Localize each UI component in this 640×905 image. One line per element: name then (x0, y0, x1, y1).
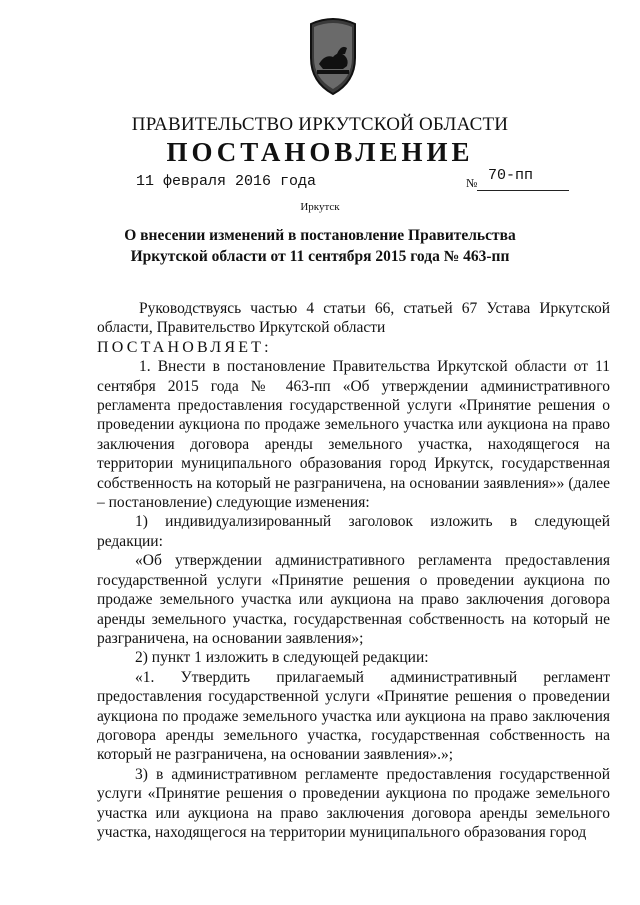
document-date: 11 февраля 2016 года (136, 173, 317, 190)
number-label: № (466, 176, 478, 190)
paragraph-1-2-quote: «1. Утвердить прилагаемый административный регламент предоставления государственной услуги «Принятие решения о проведении аукциона по продаже земельного участка или аукциона на право заключения договора аренды земельного участка, государственная собственность на который не разграничена, на основании заявления».»; (97, 668, 610, 764)
paragraph-1-2: 2) пункт 1 изложить в следующей редакции: (135, 649, 429, 667)
number-underline (477, 190, 569, 191)
paragraph-1: 1. Внести в постановление Правительства Иркутской области от 11 сентября 2015 года № 463-пп «Об утверждении административного регламента предоставления государственной услуги «Принятие решения о проведении аукциона по продаже земельного участка или аукциона на право заключения договора аренды земельного участка, находящегося на территории муниципального образования город Иркутск, государственная собственность на который не разграничена, на основании заявления»» (далее – постановление) следующие изменения: (97, 358, 610, 512)
paragraph-1-1: 1) индивидуализированный заголовок изложить в следующей редакции: (97, 513, 610, 550)
paragraph-1-1-quote: «Об утверждении административного регламента предоставления государственной услуги «Принятие решения о проведении аукциона по продаже земельного участка или аукциона на право заключения договора аренды земельного участка, государственная собственность на который не разграничена, на основании заявления»; (97, 552, 610, 647)
coat-of-arms-icon (303, 14, 363, 96)
decree-word: ПОСТАНОВЛЯЕТ: (97, 338, 272, 356)
document-heading: О внесении изменений в постановление Правительства Иркутской области от 11 сентября 2015 года № 463-пп (124, 227, 516, 265)
document-type: ПОСТАНОВЛЕНИЕ (166, 137, 474, 167)
paragraph-1-3: 3) в административном регламенте предоставления государственной услуги «Принятие решения о проведении аукциона по продаже земельного участка или аукциона на право заключения договора аренды земельного участка, находящегося на территории муниципального образования город (97, 765, 610, 841)
document-number: 70-пп (488, 167, 534, 184)
document-body (97, 299, 610, 842)
city: Иркутск (300, 201, 340, 213)
intro-paragraph: Руководствуясь частью 4 статьи 66, статьей 67 Устава Иркутской области, Правительство Иркутской области (97, 300, 610, 337)
organization-title: ПРАВИТЕЛЬСТВО ИРКУТСКОЙ ОБЛАСТИ (131, 114, 509, 135)
